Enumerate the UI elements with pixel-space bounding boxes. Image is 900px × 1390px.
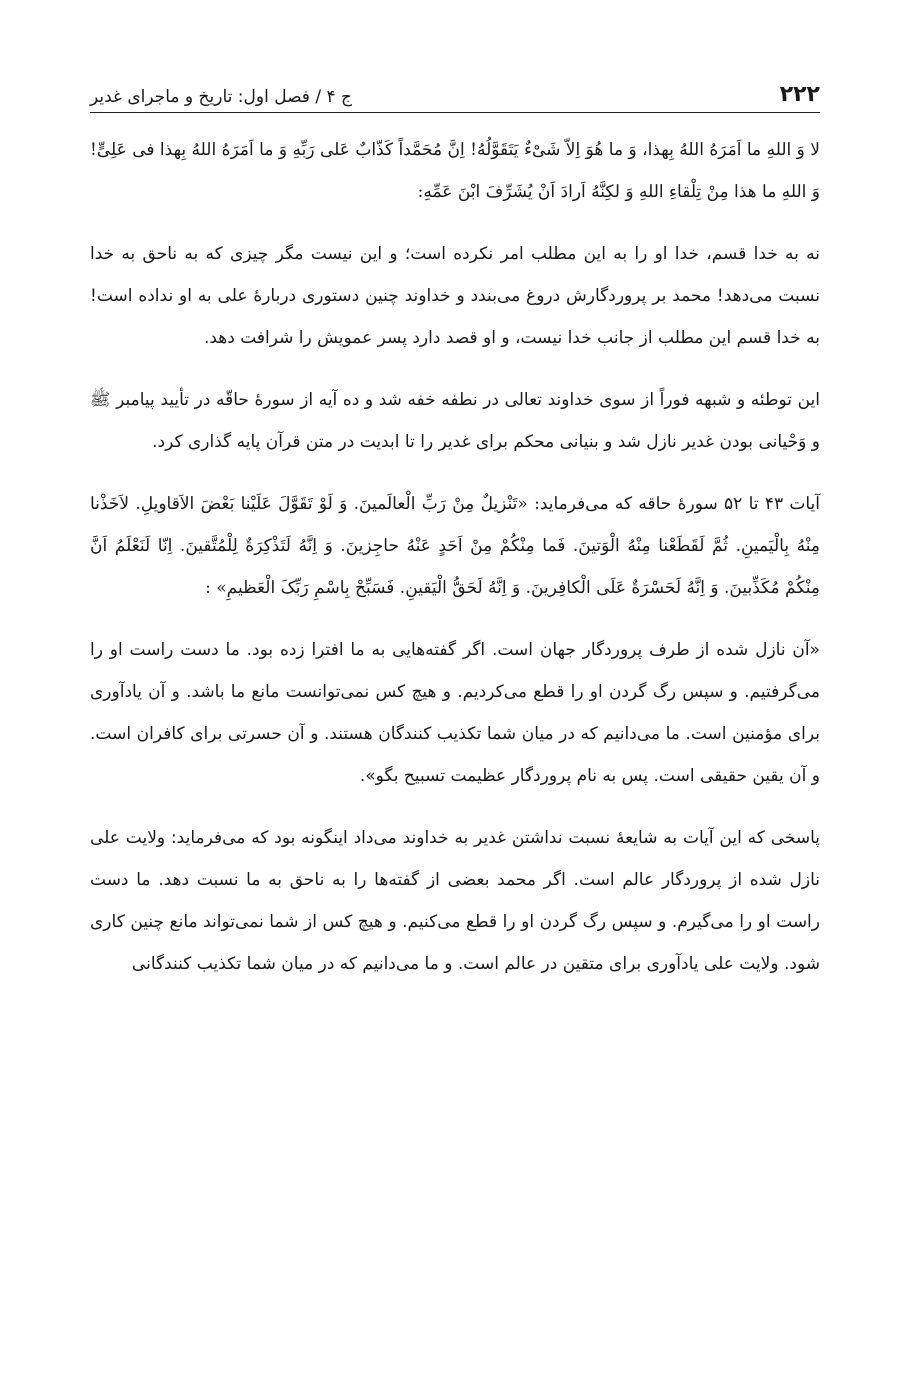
running-title: ج ۴ / فصل اول: تاریخ و ماجرای غدیر <box>90 87 353 107</box>
page-header <box>90 60 820 113</box>
narrative-paragraph: این توطئه و شبهه فوراً از سوی خداوند تعالی در نطفه خفه شد و ده آیه از سورۀ حاقّه در تأیید پیامبر ﷺ و وَحْیانی بودن غدیر نازل شد و بنیانی محکم برای غدیر را تا ابدیت در متن قرآن پایه گذاری کرد. <box>90 390 820 452</box>
quran-verses-paragraph: آیات ۴۳ تا ۵۲ سورۀ حاقه که می‌فرماید: «تَنْزیلٌ مِنْ رَبِّ الْعالَمینَ. وَ لَوْ تَقَوَّلَ عَلَیْنا بَعْضَ الاَقاویلِ. لاَخَذْنا مِنْهُ بِالْیَمینِ. ثُمَّ لَقَطَعْنا مِنْهُ الْوَتینَ. فَما مِنْکُمْ مِنْ اَحَدٍ عَنْهُ حاجِزینَ. وَ اِنَّهُ لَتَذْکِرَةٌ لِلْمُتَّقینَ. اِنّا لَنَعْلَمُ اَنَّ مِنْکُمْ مُکَذِّبینَ. وَ اِنَّهُ لَحَسْرَةٌ عَلَی الْکافِرینَ. وَ اِنَّهُ لَحَقُّ الْیَقینِ. فَسَبِّحْ بِاسْمِ رَبِّکَ الْعَظیمِ» : <box>90 494 821 598</box>
explanation-paragraph: پاسخی که این آیات به شایعۀ نسبت نداشتن غدیر به خداوند می‌داد اینگونه بود که می‌فرماید: ولایت علی نازل شده از پروردگار عالم است. اگر محمد بعضی از گفته‌ها را به ناحق به ما نسبت دهد. ما دست راست او را می‌گیرم. و سپس رگ گردن او را قطع می‌کنیم. و هیچ کس از شما نمی‌تواند مانع چنین کاری شود. ولایت علی یادآوری برای متقین در عالم است. و ما می‌دانیم که در میان شما تکذیب کنندگانی <box>90 828 820 974</box>
verses-translation-paragraph: «آن نازل شده از طرف پروردگار جهان است. اگر گفته‌هایی به ما افترا زده بود. ما دست راست او را می‌گرفتیم. و سپس رگ گردن او را قطع می‌کردیم. و هیچ کس نمی‌توانست مانع ما باشد. و آن یادآوری برای مؤمنین است. ما می‌دانیم که در میان شما تکذیب کنندگان هستند. و آن حسرتی برای کافران است. و آن یقین حقیقی است. پس به نام پروردگار عظیمت تسبیح بگو». <box>90 640 820 786</box>
page-number: ۲۲۲ <box>779 82 820 107</box>
page-body <box>90 129 820 985</box>
translation-paragraph: نه به خدا قسم، خدا او را به این مطلب امر نکرده است؛ و این نیست مگر چیزی که به ناحق به خدا نسبت می‌دهد! محمد بر پروردگارش دروغ می‌بندد و خداوند چنین دستوری دربارۀ علی به او نداده است! به خدا قسم این مطلب از جانب خدا نیست، و او قصد دارد پسر عمویش را شرافت دهد. <box>90 244 820 348</box>
arabic-quote-paragraph: لا وَ اللهِ ما اَمَرَهُ اللهُ بِهذا، وَ ما هُوَ اِلاّ شَیْءٌ یَتَقَوَّلُهُ! اِنَّ مُحَمَّداً کَذّابٌ عَلی رَبِّهِ وَ ما اَمَرَهُ اللهُ بِهذا فی عَلِیٍّ! وَ اللهِ ما هذا مِنْ تِلْقاءِ اللهِ وَ لکِنَّهُ اَرادَ اَنْ یُشَرِّفَ ابْنَ عَمِّهِ: <box>90 140 820 202</box>
book-page <box>90 60 820 1005</box>
